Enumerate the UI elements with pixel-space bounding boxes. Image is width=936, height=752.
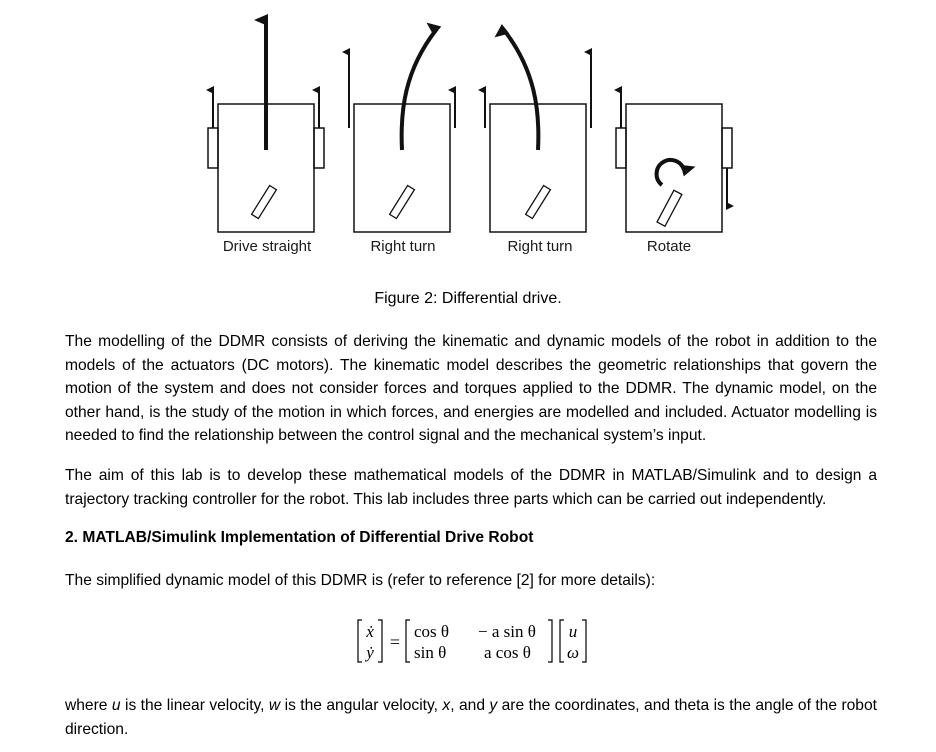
panel-label-right-turn-1: Right turn (370, 238, 436, 255)
section-heading: 2. MATLAB/Simulink Implementation of Differential Drive Robot (65, 529, 534, 546)
paragraph-variables (65, 694, 877, 741)
panel-right-turn-2 (485, 30, 591, 255)
figure-caption: Figure 2: Differential drive. (374, 290, 562, 307)
closing-text-1: where (65, 697, 112, 714)
matrix-cell-a-cos: a cos θ (484, 643, 531, 662)
var-w: w (268, 697, 281, 714)
dynamic-model-equation (0, 612, 936, 677)
paragraph-intro: The simplified dynamic model of this DDMR is (refer to reference [2] for more details): (65, 572, 656, 589)
closing-text-3: is the angular velocity, (280, 697, 443, 714)
panel-label-drive-straight: Drive straight (222, 238, 312, 255)
matrix-cell-sin: sin θ (414, 643, 447, 662)
var-u: u (111, 697, 121, 714)
panel-rotate (616, 90, 732, 255)
paragraph-modelling: The modelling of the DDMR consists of deriving the kinematic and dynamic models of the robot in addition to the models of the actuators (DC motors). The kinematic model describes the geometric relationships that govern the motion of the system and does not consider forces and torques applied to the DDMR. The dynamic model, on the other hand, is the study of the motion in which forces, and energies are modelled and included. Actuator modelling is needed to find the relationship between the control signal and the mechanical system’s input. (65, 333, 877, 444)
closing-text-5: are the coordinates, and theta is the angle of the robot direction. (65, 697, 877, 738)
equals-sign: = (389, 632, 401, 652)
panel-label-right-turn-2: Right turn (507, 238, 573, 255)
rhs-omega: ω (566, 643, 580, 662)
panel-label-rotate: Rotate (646, 238, 692, 255)
paragraph-aim: The aim of this lab is to develop these mathematical models of the DDMR in MATLAB/Simulink and to design a trajectory tracking controller for the robot. This lab includes three parts which can be carried out independently. (65, 467, 877, 508)
matrix-cell-neg-a-sin: − a sin θ (478, 622, 536, 641)
var-y: y (489, 697, 498, 714)
matrix-cell-cos: cos θ (414, 622, 450, 641)
lhs-y-dot: ẏ (366, 643, 374, 662)
panel-drive-straight (208, 20, 324, 255)
lhs-x-dot: ẋ (366, 622, 374, 641)
var-x: x (442, 697, 451, 714)
panel-right-turn-1 (349, 30, 455, 255)
closing-text-4: , and (450, 697, 490, 714)
differential-drive-figure (0, 0, 936, 280)
closing-text-2: is the linear velocity, (120, 697, 269, 714)
rhs-u: u (568, 622, 578, 641)
